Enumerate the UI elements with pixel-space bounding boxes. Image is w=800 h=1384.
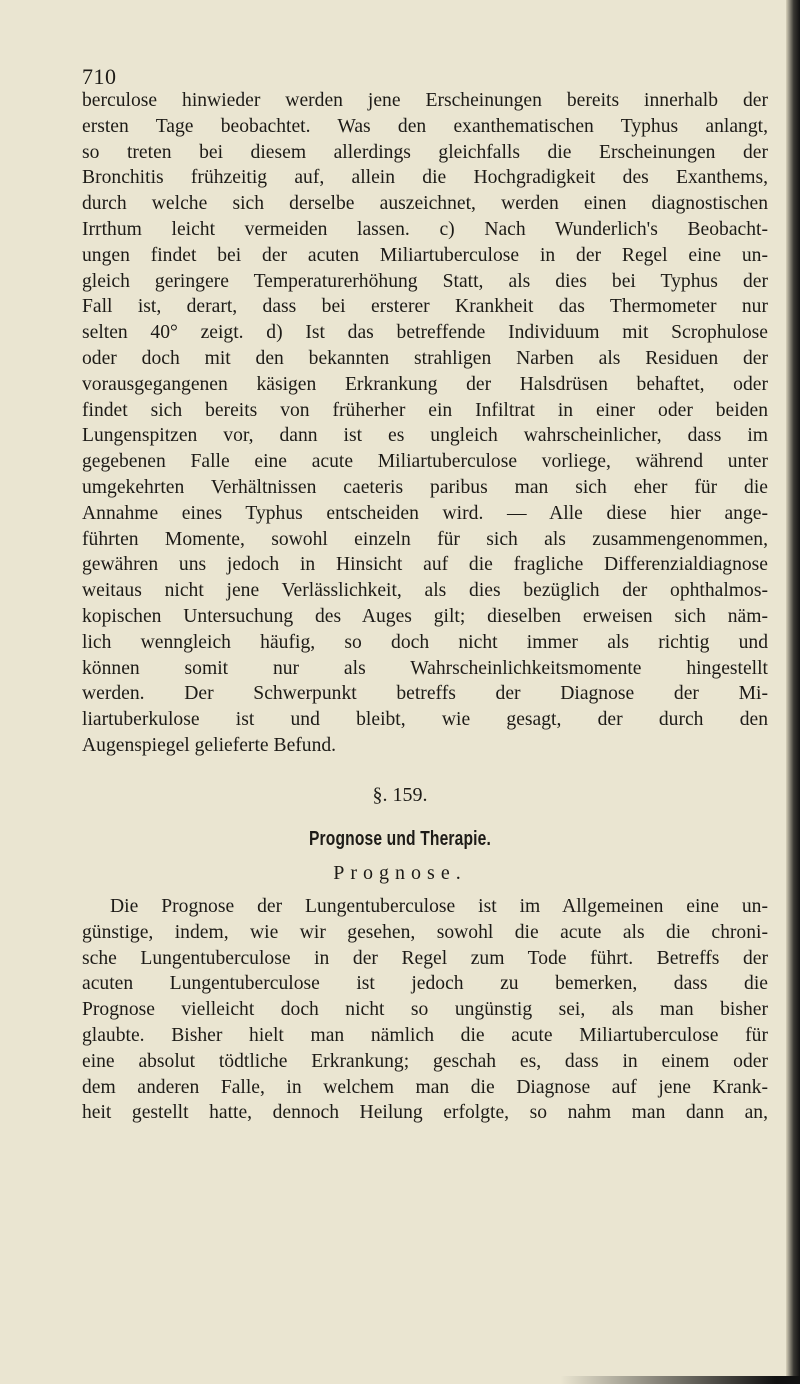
text-line: vorausgegangenen käsigen Erkrankung der Halsdrüsen behaftet, oder xyxy=(82,373,768,395)
text-line: heit gestellt hatte, dennoch Heilung erfolgte, so nahm man dann an, xyxy=(82,1102,768,1124)
text-line: Irrthum leicht vermeiden lassen. c) Nach Wunderlich's Beobacht- xyxy=(82,218,768,240)
text-line: liartuberkulose ist und bleibt, wie gesagt, der durch den xyxy=(82,709,768,731)
text-line: so treten bei diesem allerdings gleichfalls die Erscheinungen der xyxy=(82,141,768,163)
text-line: werden. Der Schwerpunkt betreffs der Diagnose der Mi- xyxy=(82,683,768,705)
text-line: kopischen Untersuchung des Auges gilt; dieselben erweisen sich näm- xyxy=(82,605,768,627)
text-line: Augenspiegel gelieferte Befund. xyxy=(82,734,337,756)
paragraph-diagnosis xyxy=(82,88,768,759)
section-number: §. 159. xyxy=(372,784,428,806)
text-line: günstige, indem, wie wir gesehen, sowohl die acute als die chroni- xyxy=(82,921,768,943)
page-edge-shadow xyxy=(786,0,800,1384)
bottom-edge-shadow xyxy=(560,1376,800,1384)
subheading-prognosis: Prognose. xyxy=(333,862,467,884)
text-line: durch welche sich derselbe auszeichnet, werden einen diagnostischen xyxy=(82,193,768,215)
text-line: selten 40° zeigt. d) Ist das betreffende Individuum mit Scrophulose xyxy=(82,322,768,344)
text-line: weitaus nicht jene Verlässlichkeit, als dies bezüglich der ophthalmos- xyxy=(82,580,768,602)
text-line: führten Momente, sowohl einzeln für sich als zusammengenommen, xyxy=(82,528,768,550)
text-line: können somit nur als Wahrscheinlichkeitsmomente hingestellt xyxy=(82,657,768,679)
text-line: ungen findet bei der acuten Miliartuberculose in der Regel eine un- xyxy=(82,244,768,266)
text-line: Die Prognose der Lungentuberculose ist im Allgemeinen eine un- xyxy=(110,896,768,917)
text-line: gewähren uns jedoch in Hinsicht auf die fragliche Differenzialdiagnose xyxy=(82,554,768,576)
text-line: acuten Lungentuberculose ist jedoch zu bemerken, dass die xyxy=(82,973,768,995)
text-line: glaubte. Bisher hielt man nämlich die acute Miliartuberculose für xyxy=(82,1024,768,1046)
text-line: lich wenngleich häufig, so doch nicht immer als richtig und xyxy=(82,631,768,653)
text-line: oder doch mit den bekannten strahligen Narben als Residuen der xyxy=(82,347,768,369)
text-line: Fall ist, derart, dass bei ersterer Krankheit das Thermometer nur xyxy=(82,296,768,318)
text-line: Lungenspitzen vor, dann ist es ungleich wahrscheinlicher, dass im xyxy=(82,425,768,447)
page-number: 710 xyxy=(82,64,117,89)
text-line: berculose hinwieder werden jene Erscheinungen bereits innerhalb der xyxy=(82,90,768,111)
text-line: Prognose vielleicht doch nicht so ungünstig sei, als man bisher xyxy=(82,999,768,1021)
paragraph-prognosis xyxy=(82,894,768,1126)
text-line: gegebenen Falle eine acute Miliartuberculose vorliege, während unter xyxy=(82,451,768,473)
text-line: Annahme eines Typhus entscheiden wird. — Alle diese hier ange- xyxy=(82,502,768,524)
section-title: Prognose und Therapie. xyxy=(308,828,491,850)
text-line: eine absolut tödtliche Erkrankung; geschah es, dass in einem oder xyxy=(82,1050,768,1072)
text-line: umgekehrten Verhältnissen caeteris paribus man sich eher für die xyxy=(82,476,768,498)
text-line: ersten Tage beobachtet. Was den exanthematischen Typhus anlangt, xyxy=(82,115,768,137)
text-line: gleich geringere Temperaturerhöhung Statt, als dies bei Typhus der xyxy=(82,270,768,292)
text-line: Bronchitis frühzeitig auf, allein die Hochgradigkeit des Exanthems, xyxy=(82,167,768,189)
text-line: dem anderen Falle, in welchem man die Diagnose auf jene Krank- xyxy=(82,1076,768,1098)
text-line: findet sich bereits von früherher ein Infiltrat in einer oder beiden xyxy=(82,399,768,421)
text-line: sche Lungentuberculose in der Regel zum Tode führt. Betreffs der xyxy=(82,947,768,969)
